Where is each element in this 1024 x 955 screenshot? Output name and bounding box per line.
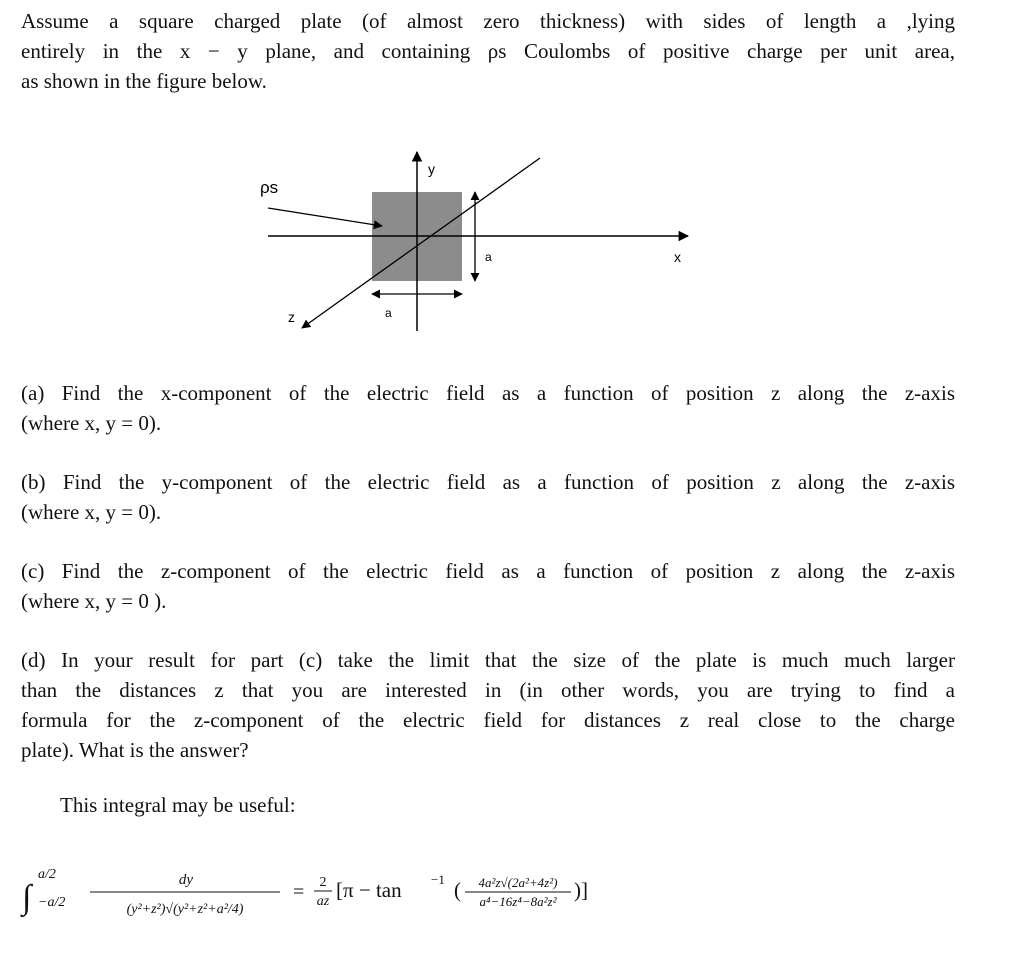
part-a-line-1: (a) Find the x-component of the electric field as a function of position z along the z-axis — [21, 381, 955, 405]
part-b-line-1: (b) Find the y-component of the electric field as a function of position z along the z-axis — [21, 470, 955, 494]
plate-figure — [250, 146, 710, 346]
equals-sign: = — [293, 881, 305, 903]
y-axis-label: y — [428, 161, 435, 177]
part-b — [21, 467, 955, 527]
part-d — [21, 645, 955, 765]
integral-upper-limit: a/2 — [38, 867, 56, 882]
rho-pointer-arrow — [268, 208, 382, 226]
part-d-line-3: formula for the z-component of the electric field for distances z real close to the charge — [21, 708, 955, 732]
inverse-superscript: −1 — [431, 872, 445, 887]
integral-sign: ∫ — [22, 879, 32, 916]
part-c — [21, 556, 955, 616]
paren-open: ( — [454, 878, 461, 902]
part-d-line-1: (d) In your result for part (c) take the limit that the size of the plate is much much larger — [21, 648, 955, 672]
part-c-line-1: (c) Find the z-component of the electric field as a function of position z along the z-axis — [21, 559, 955, 583]
tan-argument-denominator: a⁴−16z⁴−8a²z² — [479, 894, 557, 909]
part-a — [21, 378, 955, 438]
side-label-bottom: a — [385, 306, 392, 320]
rho-label: ρs — [260, 178, 279, 197]
part-b-line-2: (where x, y = 0). — [21, 500, 162, 524]
rhs-bracket-open: [π − tan — [336, 878, 402, 902]
intro-line-2: entirely in the x − y plane, and containing ρs Coulombs of positive charge per unit area, — [21, 39, 955, 63]
useful-integral-text: This integral may be useful: — [60, 793, 296, 817]
intro-paragraph — [21, 6, 955, 96]
integral-lower-limit: −a/2 — [38, 895, 66, 910]
z-axis-label: z — [288, 309, 295, 325]
z-axis — [302, 158, 540, 328]
side-label-right: a — [485, 250, 492, 264]
integral-formula — [18, 862, 718, 932]
coefficient-denominator: az — [316, 894, 330, 909]
integrand-numerator: dy — [178, 872, 194, 888]
intro-line-3: as shown in the figure below. — [21, 69, 267, 93]
x-axis-label: x — [674, 249, 681, 265]
part-c-line-2: (where x, y = 0 ). — [21, 589, 167, 613]
coefficient-numerator: 2 — [319, 875, 327, 890]
intro-line-1: Assume a square charged plate (of almost zero thickness) with sides of length a ,lying — [21, 9, 955, 33]
rhs-bracket-close: )] — [574, 878, 588, 902]
integrand-denominator: (y²+z²)√(y²+z²+a²/4) — [126, 902, 244, 917]
part-d-line-4: plate). What is the answer? — [21, 738, 249, 762]
tan-argument-numerator: 4a²z√(2a²+4z²) — [478, 875, 558, 890]
part-d-line-2: than the distances z that you are interested in (in other words, you are trying to find a — [21, 678, 955, 702]
part-a-line-2: (where x, y = 0). — [21, 411, 162, 435]
